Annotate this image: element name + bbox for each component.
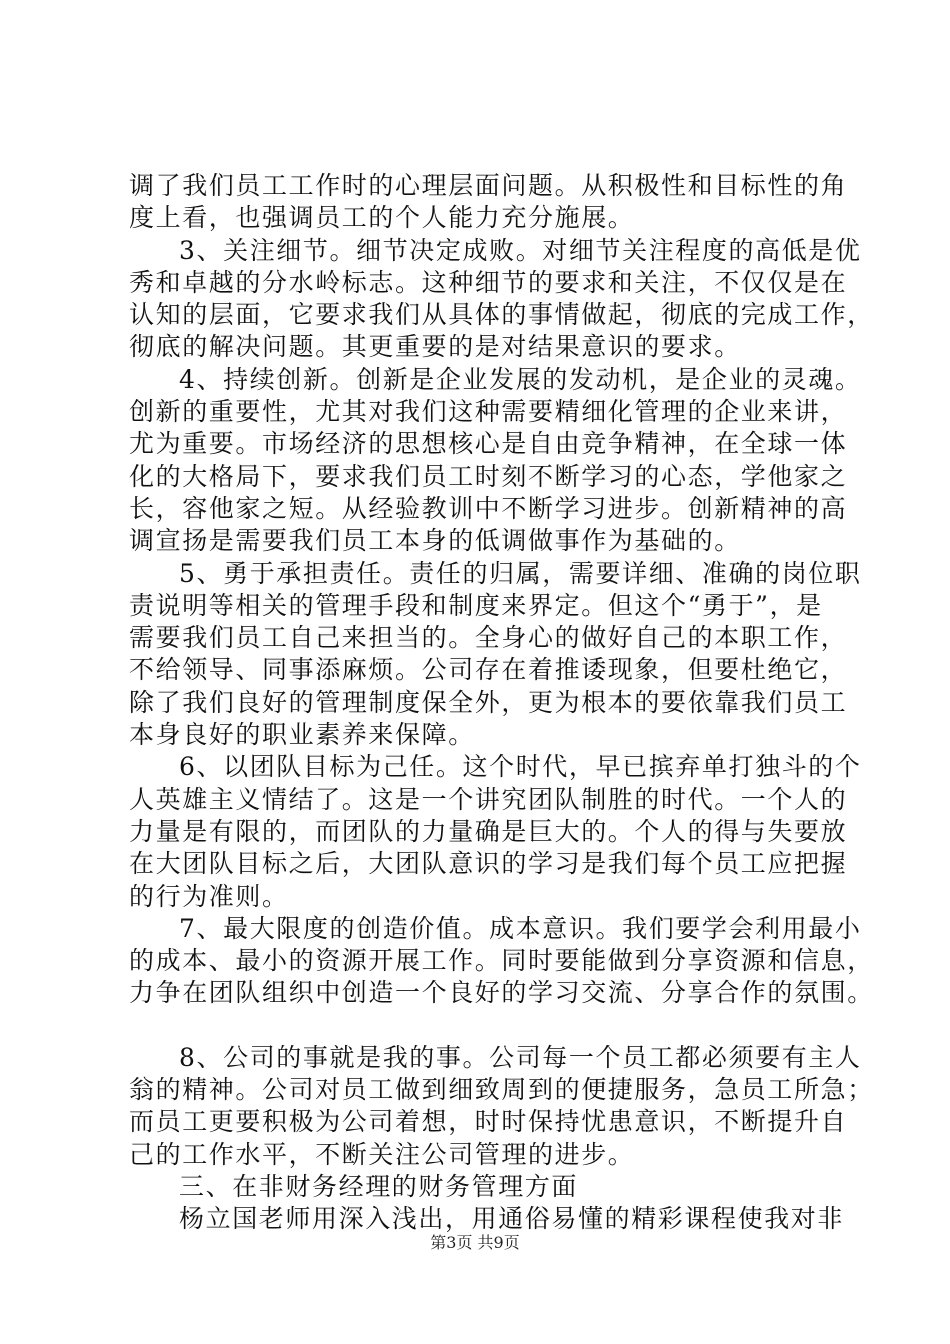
text-line: 力量是有限的，而团队的力量确是巨大的。个人的得与失要放 [129, 816, 848, 846]
text-line: 翁的精神。公司对员工做到细致周到的便捷服务，急员工所急； [129, 1075, 874, 1105]
text-line: 长，容他家之短。从经验教训中不断学习进步。创新精神的高 [129, 493, 848, 523]
text-line: 的成本、最小的资源开展工作。同时要能做到分享资源和信息， [129, 946, 874, 976]
text-line: 不给领导、同事添麻烦。公司存在着推诿现象，但要杜绝它， [129, 655, 848, 685]
paragraph-gap [129, 1010, 829, 1042]
document-body [129, 170, 874, 1236]
text-line: 创新的重要性，尤其对我们这种需要精细化管理的企业来讲， [129, 397, 848, 427]
text-line: 在大团队目标之后，大团队意识的学习是我们每个员工应把握 [129, 849, 848, 879]
text-line: 秀和卓越的分水岭标志。这种细节的要求和关注，不仅仅是在 [129, 267, 848, 297]
text-line: 人英雄主义情结了。这是一个讲究团队制胜的时代。一个人的 [129, 784, 848, 814]
paragraph-start-line: 杨立国老师用深入浅出，用通俗易懂的精彩课程使我对非 [179, 1204, 845, 1234]
text-line: 需要我们员工自己来担当的。全身心的做好自己的本职工作， [129, 623, 848, 653]
text-line: 度上看，也强调员工的个人能力充分施展。 [129, 203, 635, 233]
text-line: 己的工作水平，不断关注公司管理的进步。 [129, 1139, 635, 1169]
text-line: 而员工更要积极为公司着想，时时保持忧患意识，不断提升自 [129, 1107, 848, 1137]
paragraph-start-line: 8、公司的事就是我的事。公司每一个员工都必须要有主人 [179, 1042, 862, 1072]
text-line: 除了我们良好的管理制度保全外，更为根本的要依靠我们员工 [129, 687, 848, 717]
text-line: 力争在团队组织中创造一个良好的学习交流、分享合作的氛围。 [129, 978, 874, 1008]
text-line: 调了我们员工工作时的心理层面问题。从积极性和目标性的角 [129, 171, 848, 200]
paragraph-start-line: 6、以团队目标为己任。这个时代，早已摈弃单打独斗的个 [179, 752, 862, 782]
paragraph-start-line: 3、关注细节。细节决定成败。对细节关注程度的高低是优 [179, 235, 862, 265]
page-footer [0, 1233, 950, 1253]
text-line: 本身良好的职业素养来保障。 [129, 720, 475, 750]
section-heading: 三、在非财务经理的财务管理方面 [179, 1171, 579, 1201]
paragraph-start-line: 5、勇于承担责任。责任的归属，需要详细、准确的岗位职 [179, 558, 862, 588]
paragraph-start-line: 7、最大限度的创造价值。成本意识。我们要学会利用最小 [179, 913, 862, 943]
text-line: 尤为重要。市场经济的思想核心是自由竞争精神，在全球一体 [129, 429, 848, 459]
paragraph-start-line: 4、持续创新。创新是企业发展的发动机，是企业的灵魂。 [179, 364, 862, 394]
text-line: 的行为准则。 [129, 881, 289, 911]
page-number-label: 第3页 共9页 [430, 1233, 520, 1252]
text-line: 认知的层面，它要求我们从具体的事情做起，彻底的完成工作， [129, 300, 874, 330]
text-line: 责说明等相关的管理手段和制度来界定。但这个“勇于”，是 [129, 590, 823, 620]
text-line: 化的大格局下，要求我们员工时刻不断学习的心态，学他家之 [129, 461, 848, 491]
text-line: 彻底的解决问题。其更重要的是对结果意识的要求。 [129, 332, 741, 362]
text-line: 调宣扬是需要我们员工本身的低调做事作为基础的。 [129, 526, 741, 556]
